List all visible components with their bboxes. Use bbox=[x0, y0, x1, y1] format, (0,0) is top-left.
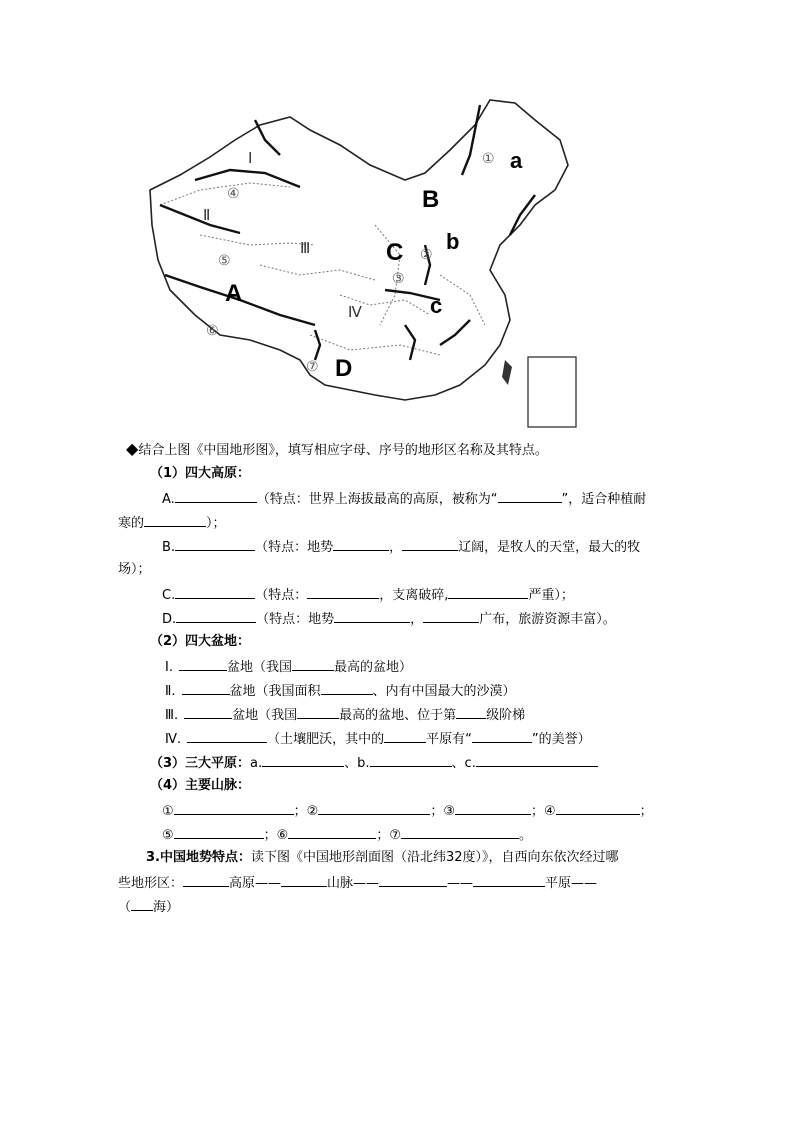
text-D-end: 广布，旅游资源丰富）。 bbox=[479, 612, 616, 627]
mountains-line-2 bbox=[162, 825, 532, 845]
text-basin-3-mid: 最高的盆地、位于第 bbox=[339, 708, 457, 723]
map-roman-2: Ⅱ bbox=[203, 208, 211, 224]
blank-mountain-2[interactable] bbox=[318, 801, 430, 815]
blank-A-nickname[interactable] bbox=[498, 489, 562, 503]
blank-D-terrain[interactable] bbox=[334, 609, 410, 623]
china-terrain-map bbox=[140, 95, 580, 430]
blank-basin-3[interactable] bbox=[184, 705, 232, 719]
mountains-line-1 bbox=[162, 801, 653, 821]
plateau-B-line bbox=[162, 537, 640, 557]
label-C: C. bbox=[162, 588, 176, 603]
text-terrain-plateau: 高原—— bbox=[229, 876, 282, 891]
blank-mountain-6[interactable] bbox=[288, 825, 376, 839]
blank-terrain-plain[interactable] bbox=[473, 873, 545, 887]
blank-mountain-3[interactable] bbox=[455, 801, 531, 815]
section-4-title: （4）主要山脉： bbox=[150, 778, 251, 793]
text-D-feature: （特点：地势 bbox=[256, 612, 335, 627]
text-C-end: 严重）； bbox=[528, 588, 574, 603]
map-roman-1: Ⅰ bbox=[248, 151, 253, 167]
intro-text: 结合上图《中国地形图》，填写相应字母、序号的地形区名称及其特点。 bbox=[138, 443, 548, 458]
text-basin-4: （土壤肥沃，其中的 bbox=[267, 732, 385, 747]
map-roman-3: Ⅲ bbox=[300, 241, 311, 257]
blank-basin-4-plain[interactable] bbox=[384, 729, 426, 743]
text-basin-2: 盆地（我国面积 bbox=[229, 684, 321, 699]
blank-D-landform[interactable] bbox=[423, 609, 479, 623]
basin-1-line bbox=[165, 657, 412, 677]
label-mountain-1: ① bbox=[162, 804, 174, 819]
text-sea-close: 海） bbox=[153, 900, 180, 915]
label-mountain-5: ⑤ bbox=[162, 828, 174, 843]
text-B-comma: ， bbox=[389, 540, 403, 555]
text-terrain-areas: 些地形区： bbox=[118, 876, 184, 891]
map-label-B: B bbox=[422, 186, 440, 213]
blank-basin-3-feature[interactable] bbox=[297, 705, 339, 719]
label-D: D. bbox=[162, 612, 177, 627]
text-A-end: ）； bbox=[206, 516, 226, 531]
text-terrain-plain: 平原—— bbox=[545, 876, 598, 891]
label-mountain-6: ；⑥ bbox=[263, 828, 289, 843]
text-D-comma: ， bbox=[410, 612, 424, 627]
section-3-title: （3）三大平原： bbox=[150, 756, 251, 771]
intro-line bbox=[126, 440, 548, 460]
text-A-cont: ”，适合种植耐 bbox=[561, 492, 647, 507]
blank-terrain-basin[interactable] bbox=[379, 873, 447, 887]
text-terrain-question: 读下图《中国地形剖面图（沿北纬32度）》，自西向东依次经过哪 bbox=[250, 850, 619, 865]
text-basin-2-end: 、内有中国最大的沙漠） bbox=[372, 684, 516, 699]
blank-mountain-4[interactable] bbox=[556, 801, 640, 815]
south-sea-inset bbox=[528, 357, 576, 427]
text-terrain-mountain: 山脉—— bbox=[327, 876, 380, 891]
plateau-A-line2 bbox=[118, 513, 226, 533]
section-1-title: （1）四大高原： bbox=[150, 466, 251, 481]
text-basin-4-end: ”的美誉） bbox=[531, 732, 591, 747]
text-mountains-sep: ； bbox=[639, 804, 653, 819]
label-basin-3: Ⅲ. bbox=[165, 708, 179, 723]
text-C-feature: （特点： bbox=[255, 588, 308, 603]
label-basin-2: Ⅱ. bbox=[165, 684, 176, 699]
basin-3-line bbox=[165, 705, 525, 725]
map-label-b: b bbox=[446, 229, 460, 254]
blank-basin-4-nickname[interactable] bbox=[472, 729, 532, 743]
map-circled-3: ③ bbox=[392, 271, 405, 287]
map-circled-6: ⑥ bbox=[206, 323, 219, 339]
label-basin-1: Ⅰ. bbox=[165, 660, 173, 675]
map-circled-5: ⑤ bbox=[218, 253, 231, 269]
label-basin-4: Ⅳ. bbox=[165, 732, 182, 747]
blank-basin-1-feature[interactable] bbox=[292, 657, 334, 671]
map-circled-7: ⑦ bbox=[306, 359, 319, 375]
diamond-icon: ◆ bbox=[126, 439, 139, 458]
blank-B-grassland[interactable] bbox=[402, 537, 458, 551]
text-A-cold: 寒的 bbox=[118, 516, 145, 531]
map-circled-1: ① bbox=[482, 151, 495, 167]
basin-4-line bbox=[165, 729, 591, 749]
text-A-feature: （特点：世界上海拔最高的高原，被称为“ bbox=[256, 492, 498, 507]
terrain-line-3 bbox=[118, 897, 179, 917]
blank-mountain-1[interactable] bbox=[174, 801, 294, 815]
label-plain-b: 、b. bbox=[344, 756, 370, 771]
blank-C-feature1[interactable] bbox=[307, 585, 379, 599]
blank-basin-3-step[interactable] bbox=[456, 705, 486, 719]
label-mountain-7: ；⑦ bbox=[376, 828, 401, 843]
blank-plain-a[interactable] bbox=[262, 753, 344, 767]
text-basin-1: 盆地（我国 bbox=[226, 660, 292, 675]
label-plain-c: 、c. bbox=[451, 756, 476, 771]
blank-mountain-5[interactable] bbox=[174, 825, 264, 839]
map-label-C: C bbox=[386, 239, 404, 266]
map-label-a: a bbox=[510, 148, 523, 173]
blank-basin-1[interactable] bbox=[179, 657, 227, 671]
plateau-A-line bbox=[162, 489, 646, 509]
map-roman-4: Ⅳ bbox=[348, 305, 362, 321]
blank-B-terrain[interactable] bbox=[333, 537, 389, 551]
text-C-broken: ，支离破碎, bbox=[379, 588, 449, 603]
label-mountain-4: ；④ bbox=[530, 804, 556, 819]
text-basin-3-end: 级阶梯 bbox=[486, 708, 526, 723]
blank-terrain-plateau[interactable] bbox=[183, 873, 229, 887]
map-label-c: c bbox=[430, 293, 443, 318]
label-mountain-3: ；③ bbox=[430, 804, 455, 819]
basin-2-line bbox=[165, 681, 516, 701]
map-label-A: A bbox=[225, 280, 243, 307]
blank-C-name[interactable] bbox=[175, 585, 255, 599]
text-B-cont: 辽阔，是牧人的天堂，最大的牧 bbox=[458, 540, 641, 555]
text-basin-3: 盆地（我国 bbox=[232, 708, 298, 723]
blank-A-name[interactable] bbox=[175, 489, 257, 503]
china-outline bbox=[150, 100, 568, 400]
section-2-title: （2）四大盆地： bbox=[150, 634, 251, 649]
terrain-line-2 bbox=[118, 873, 597, 893]
label-plain-a: a. bbox=[250, 756, 263, 771]
plateau-D-line bbox=[162, 609, 616, 629]
map-circled-2: ② bbox=[420, 247, 433, 263]
map-svg bbox=[140, 95, 580, 430]
plains-line bbox=[150, 753, 598, 773]
label-mountain-2: ；② bbox=[293, 804, 319, 819]
map-label-D: D bbox=[335, 355, 353, 382]
blank-terrain-mountain[interactable] bbox=[281, 873, 327, 887]
blank-A-crop[interactable] bbox=[144, 513, 206, 527]
text-mountains-end: 。 bbox=[518, 828, 532, 843]
blank-B-name[interactable] bbox=[175, 537, 255, 551]
blank-mountain-7[interactable] bbox=[401, 825, 519, 839]
text-terrain-dash: —— bbox=[447, 876, 474, 891]
label-A: A. bbox=[162, 492, 175, 507]
label-B: B. bbox=[162, 540, 176, 555]
text-basin-1-end: 最高的盆地） bbox=[333, 660, 412, 675]
text-B-feature: （特点：地势 bbox=[255, 540, 334, 555]
blank-plain-c[interactable] bbox=[476, 753, 598, 767]
taiwan bbox=[502, 360, 512, 385]
section-5-title: 3.中国地势特点： bbox=[146, 850, 251, 865]
blank-D-name[interactable] bbox=[176, 609, 256, 623]
blank-C-erosion[interactable] bbox=[448, 585, 528, 599]
plateau-C-line bbox=[162, 585, 574, 605]
blank-plain-b[interactable] bbox=[370, 753, 452, 767]
plateau-B-line2: 场）； bbox=[118, 562, 151, 577]
blank-basin-2-feature[interactable] bbox=[321, 681, 373, 695]
map-circled-4: ④ bbox=[227, 186, 240, 202]
blank-basin-2[interactable] bbox=[182, 681, 230, 695]
mountain-ranges bbox=[160, 105, 535, 360]
terrain-line-1 bbox=[146, 849, 619, 867]
text-sea-open: （ bbox=[118, 900, 132, 915]
blank-basin-4[interactable] bbox=[187, 729, 267, 743]
text-basin-4-mid: 平原有“ bbox=[426, 732, 472, 747]
blank-sea[interactable] bbox=[131, 897, 153, 911]
